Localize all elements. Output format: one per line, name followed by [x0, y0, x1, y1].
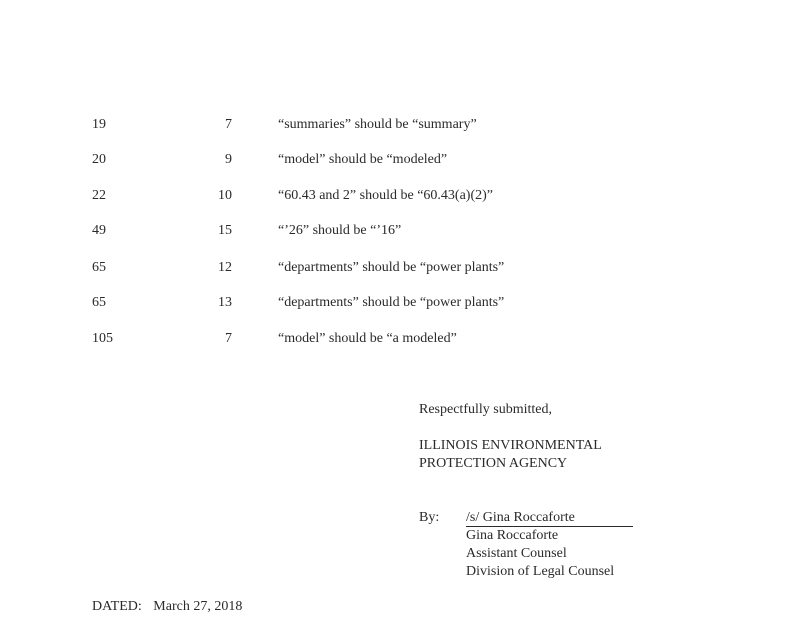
- errata-correction: “summaries” should be “summary”: [278, 117, 477, 132]
- errata-line-number: 9: [225, 152, 232, 167]
- errata-page-number: 19: [92, 117, 106, 132]
- dated-line: [92, 598, 242, 616]
- by-label: By:: [419, 510, 440, 525]
- signer-title: Assistant Counsel: [466, 546, 567, 561]
- signer-division: Division of Legal Counsel: [466, 564, 615, 579]
- errata-row: [0, 329, 800, 349]
- errata-page-number: 49: [92, 223, 106, 238]
- errata-row: [0, 115, 800, 135]
- signature-closing: [419, 401, 552, 419]
- errata-correction: “departments” should be “power plants”: [278, 295, 505, 310]
- errata-page-number: 65: [92, 260, 106, 275]
- errata-line-number: 7: [225, 117, 232, 132]
- errata-correction: “60.43 and 2” should be “60.43(a)(2)”: [278, 188, 493, 203]
- errata-correction: “model” should be “modeled”: [278, 152, 448, 167]
- signer-details: [466, 509, 633, 581]
- errata-correction: “departments” should be “power plants”: [278, 260, 505, 275]
- closing-text: Respectfully submitted,: [419, 402, 552, 417]
- errata-page-number: 20: [92, 152, 106, 167]
- errata-page-number: 105: [92, 331, 113, 346]
- errata-line-number: 7: [225, 331, 232, 346]
- errata-row: [0, 293, 800, 313]
- errata-line-number: 12: [218, 260, 232, 275]
- dated-label: DATED:: [92, 599, 142, 614]
- errata-line-number: 15: [218, 223, 232, 238]
- agency-name-line-1: ILLINOIS ENVIRONMENTAL: [419, 438, 602, 453]
- errata-correction: “’26” should be “’16”: [278, 223, 402, 238]
- errata-correction: “model” should be “a modeled”: [278, 331, 457, 346]
- agency-name-line-2: PROTECTION AGENCY: [419, 456, 568, 471]
- errata-line-number: 13: [218, 295, 232, 310]
- agency-name: [419, 437, 602, 473]
- signer-name: Gina Roccaforte: [466, 528, 559, 543]
- errata-row: [0, 258, 800, 278]
- errata-row: [0, 221, 800, 241]
- dated-value: March 27, 2018: [153, 599, 243, 614]
- electronic-signature: /s/ Gina Roccaforte: [466, 510, 633, 527]
- errata-line-number: 10: [218, 188, 232, 203]
- errata-page-number: 65: [92, 295, 106, 310]
- errata-row: [0, 150, 800, 170]
- errata-page-number: 22: [92, 188, 106, 203]
- errata-row: [0, 186, 800, 206]
